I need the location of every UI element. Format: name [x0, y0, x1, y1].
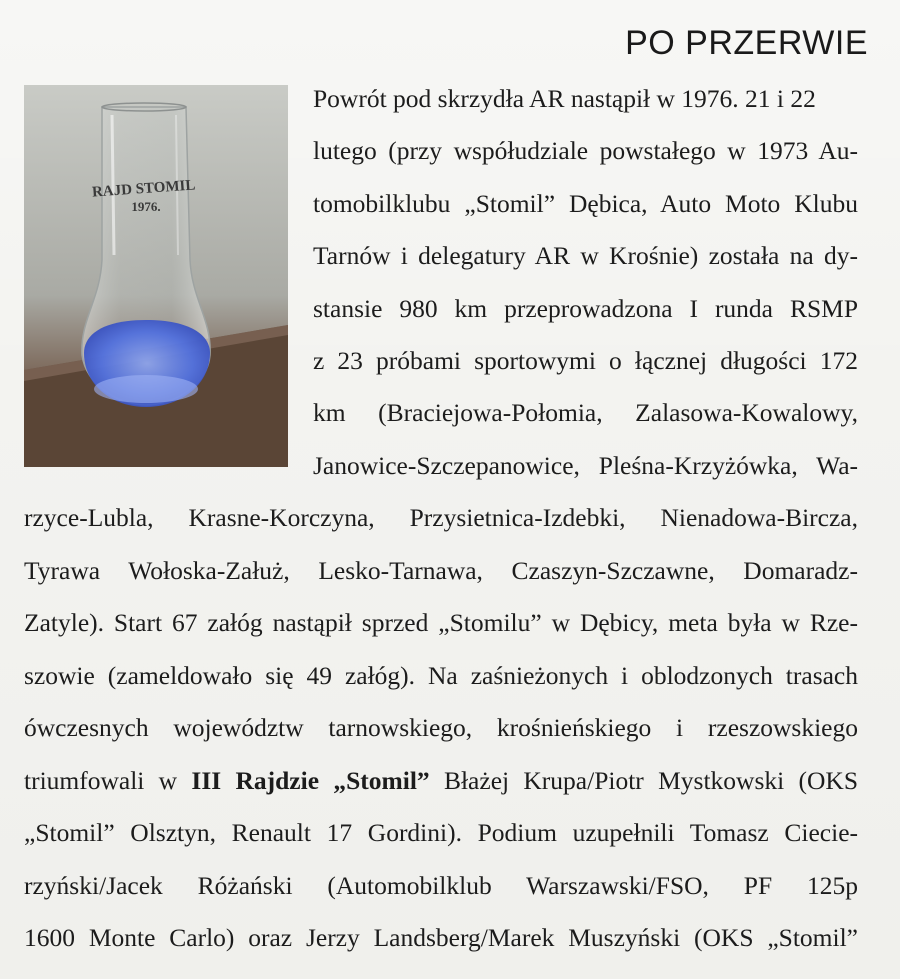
text-line: stansie 980 km przeprowadzona I runda RSMP: [313, 294, 858, 323]
text-line: Zatyle). Start 67 załóg nastąpił sprzed „Stomilu” w Dębicy, meta była w Rze-: [24, 608, 858, 637]
text-fragment: Błażej Krupa/Piotr Mystkowski (OKS: [429, 766, 858, 795]
text-line: ówczesnych województw tarnowskiego, krośnieńskiego i rzeszowskiego: [24, 713, 858, 742]
glass-trophy-image: [24, 85, 288, 467]
text-line: rzyce-Lubla, Krasne-Korczyna, Przysietnica-Izdebki, Nienadowa-Bircza,: [24, 503, 858, 532]
text-line: km (Braciejowa-Połomia, Zalasowa-Kowalowy,: [313, 398, 858, 427]
engraving-line2: 1976.: [131, 199, 161, 214]
text-fragment: triumfowali w: [24, 766, 192, 795]
text-line: 1600 Monte Carlo) oraz Jerzy Landsberg/Marek Muszyński (OKS „Stomil”: [24, 923, 858, 952]
section-title: PO PRZERWIE: [625, 24, 868, 62]
text-line: Janowice-Szczepanowice, Pleśna-Krzyżówka, Wa-: [313, 451, 858, 480]
text-line-mixed: [24, 766, 858, 796]
rally-name-bold: III Rajdzie „Stomil”: [191, 766, 430, 795]
text-line: „Stomil” Olsztyn, Renault 17 Gordini). Podium uzupełnili Tomasz Ciecie-: [24, 818, 858, 847]
text-line: szowie (zameldowało się 49 załóg). Na zaśnieżonych i oblodzonych trasach: [24, 661, 858, 690]
text-line: lutego (przy współudziale powstałego w 1973 Au-: [313, 136, 858, 165]
text-line: rzyński/Jacek Różański (Automobilklub Warszawski/FSO, PF 125p: [24, 871, 858, 900]
text-line: Tyrawa Wołoska-Załuż, Lesko-Tarnawa, Czaszyn-Szczawne, Domaradz-: [24, 556, 858, 585]
text-line: z 23 próbami sportowymi o łącznej długości 172: [313, 346, 858, 375]
trophy-glass-photo: [24, 85, 288, 467]
text-line: Powrót pod skrzydła AR nastąpił w 1976. 21 i 22: [313, 84, 816, 113]
text-line: tomobilklubu „Stomil” Dębica, Auto Moto Klubu: [313, 189, 858, 218]
text-line: Tarnów i delegatury AR w Krośnie) została na dy-: [313, 241, 858, 270]
engraving-line1: RAJD STOMIL: [91, 177, 196, 201]
